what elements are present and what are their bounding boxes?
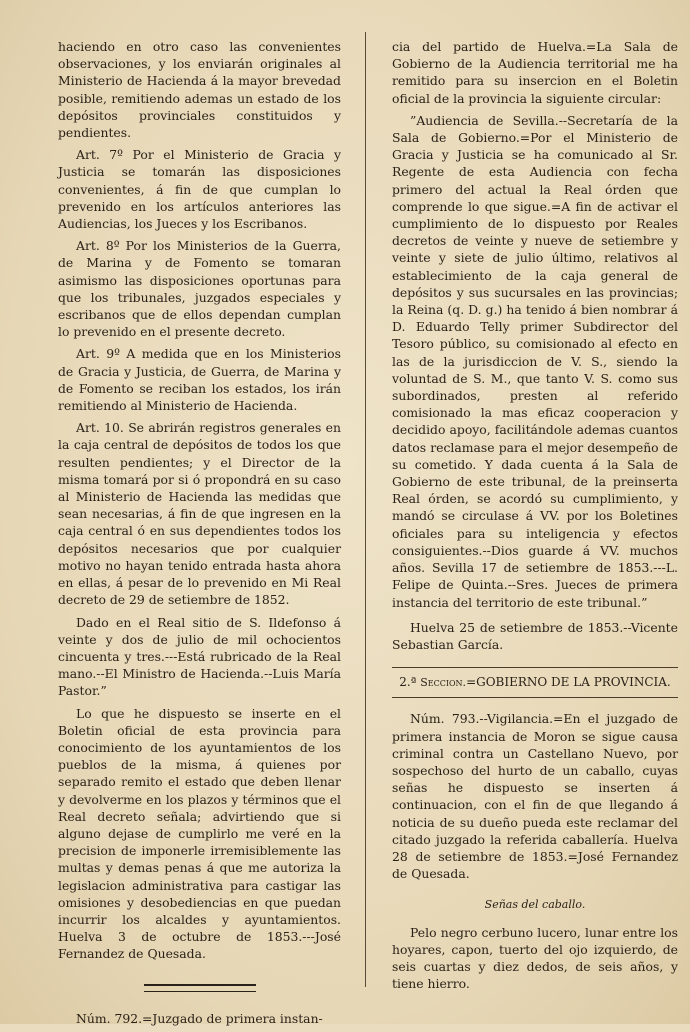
right-column (392, 38, 678, 997)
section-number: 2.ª (399, 675, 417, 690)
article-9: Art. 9º A medida que en los Ministerios de Gracia y Justicia, de Guerra, de Marina y de Fomento se reciban los estados, los irán remitiendo al Ministerio de Hacienda. (58, 346, 341, 414)
article-8: Art. 8º Por los Ministerios de la Guerra, de Marina y de Fomento se tomaran asimismo las disposiciones oportunas para que los tribunales, juzgados especiales y escribanos que de ellos dependan cumplan lo prevenido en el presente decreto. (58, 238, 341, 340)
section-title: =GOBIERNO DE LA PROVINCIA. (466, 675, 671, 690)
horse-description: Pelo negro cerbuno lucero, lunar entre los hoyares, capon, tuerto del ojo izquierdo, de seis cuartas y diez dedos, de seis años, y tiene hierro. (392, 924, 678, 992)
section-heading (392, 667, 678, 698)
notice-792-start: Núm. 792.=Juzgado de primera instan- (76, 1010, 323, 1026)
audiencia-circular: ”Audiencia de Sevilla.--Secretaría de la Sala de Gobierno.=Por el Ministerio de Gracia y Justicia se ha comunicado al Sr. Regente de esta Audiencia con fecha primero del actual la Real órden que comprende lo que sigue.=A fin de activar el cumplimiento de lo dispuesto por Reales decretos de veinte y nueve de setiembre y veinte y siete de julio último, relativos al establecimiento de la caja general de depósitos y sus sucursales en las provincias; la Reina (q. D. g.) ha tenido á bien nombrar á D. Eduardo Telly primer Subdirector del Tesoro público, su comisionado al efecto en las de la jurisdiccion de V. S., siendo la voluntad de S. M., que tanto V. S. como sus subordinados, presten al referido comisionado la mas eficaz cooperacion y decidido apoyo, facilitándole ademas cuantos datos reclamase para el mejor desempeño de su cometido. Y dada cuenta á la Sala de Gobierno de este tribunal, de la preinserta Real órden, se acordó su cumplimiento, y mandó se circulase á VV. por los Boletines oficiales para su inteligencia y efectos consiguientes.--Dios guarde á VV. muchos años. Sevilla 17 de setiembre de 1853.---L. Felipe de Quinta.--Sres. Jueces de primera instancia del territorio de este tribunal.” (392, 112, 678, 610)
governor-notice: Lo que he dispuesto se inserte en el Boletin oficial de esta provincia para conocimiento de los ayuntamientos de los pueblos de la misma, á quienes por separado remito el estado que deben llenar y devolverme en los plazos y términos que el Real decreto señala; advirtiendo que si alguno dejase de cumplirlo me veré en la precision de imponerle irremisiblemente las multas y demas penas á que me autoriza la legislacion administrativa para castigar las omisiones y desobediencias en que puedan incurrir los alcaldes y ayuntamientos. Huelva 3 de octubre de 1853.---José Fernandez de Quesada. (58, 705, 341, 962)
column-divider (365, 32, 366, 987)
section-label: Seccion. (420, 676, 467, 690)
huelva-signature: Huelva 25 de setiembre de 1853.--Vicente Sebastian García. (392, 619, 678, 652)
decree-signature: Dado en el Real sitio de S. Ildefonso á veinte y dos de julio de mil ochocientos cincuenta y tres.---Está rubricado de la Real mano.--El Ministro de Hacienda.--Luis María Pastor.” (58, 614, 341, 699)
horse-description-heading: Señas del caballo. (484, 898, 586, 912)
decorative-divider (58, 979, 341, 996)
left-paragraph-1: haciendo en otro caso las convenientes observaciones, y los enviarán originales al Ministerio de Hacienda á la mayor brevedad posible, remitiendo ademas un estado de los depósitos provinciales constituidos y pendientes. (58, 39, 341, 141)
notice-792-continued: cia del partido de Huelva.=La Sala de Gobierno de la Audiencia territorial me ha remitido para su insercion en el Boletin oficial de la provincia la siguiente circular: (392, 39, 678, 106)
article-10: Art. 10. Se abrirán registros generales en la caja central de depósitos de todos los que resulten pendientes; y el Director de la misma tomará por si ó propondrá en su caso al Ministerio de Hacienda las medidas que sean necesarias, á fin de que ingresen en la caja central ó en sus dependientes todos los depósitos necesarios que por cualquier motivo no hayan tenido entrada hasta ahora en ellas, á pesar de lo prevenido en Mi Real decreto de 29 de setiembre de 1852. (58, 420, 341, 608)
notice-793: Núm. 793.--Vigilancia.=En el juzgado de primera instancia de Moron se sigue causa criminal contra un Castellano Nuevo, por sospechoso del hurto de un caballo, cuyas señas he dispuesto se inserten á continuacion, con el fin de que llegando á noticia de su dueño pueda este reclamar del citado juzgado la referida caballería. Huelva 28 de setiembre de 1853.=José Fernandez de Quesada. (392, 711, 678, 882)
article-7: Art. 7º Por el Ministerio de Gracia y Justicia se tomarán las disposiciones convenientes, á fin de que cumplan lo prevenido en los artículos anteriores las Audiencias, los Jueces y los Escribanos. (58, 147, 341, 232)
left-column (58, 38, 341, 1032)
